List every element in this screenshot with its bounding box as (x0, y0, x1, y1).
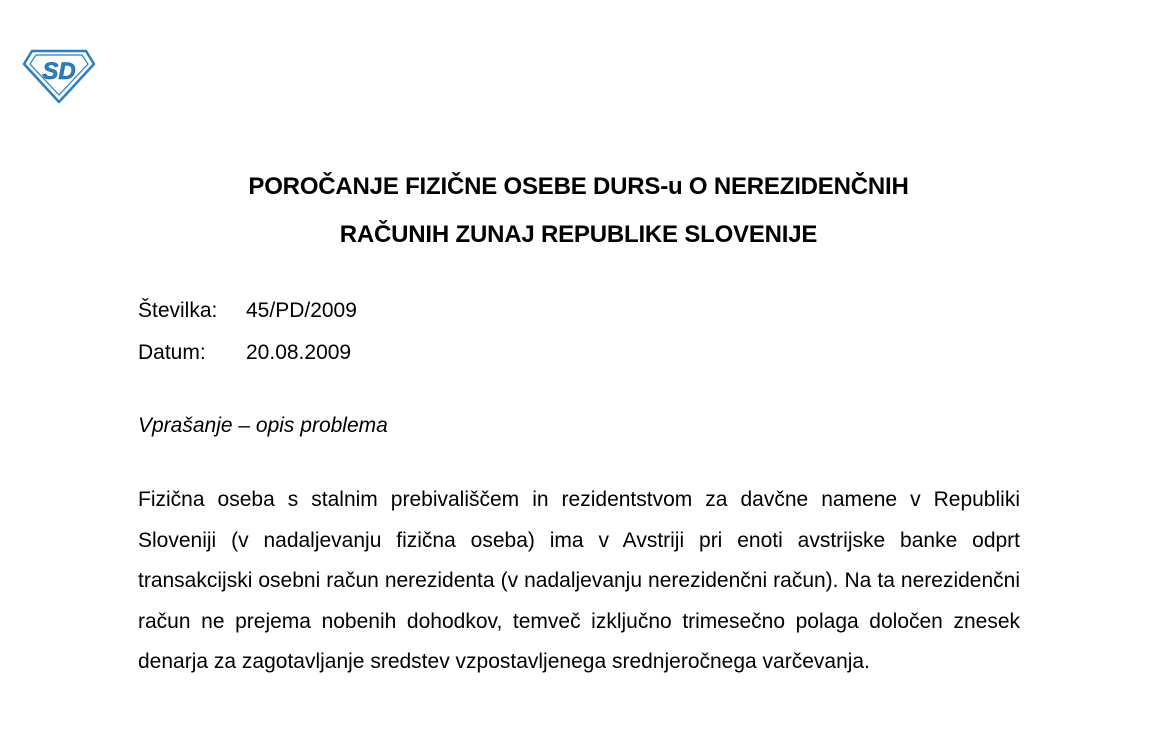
document-number-label: Številka: (138, 299, 218, 322)
document-date-label: Datum: (138, 341, 206, 364)
logo-lettering: SD (42, 58, 76, 85)
document-title-line-1: POROČANJE FIZIČNE OSEBE DURS-u O NEREZIDENČNIH (248, 173, 909, 200)
document-date-value: 20.08.2009 (246, 341, 352, 364)
logo (22, 48, 96, 104)
body-paragraph: Fizična oseba s stalnim prebivališčem in rezidentstvom za davčne namene v Republiki Sloveniji (v nadaljevanju fizična oseba) ima v Avstriji pri enoti avstrijske banke odprt transakcijski osebni račun nerezidenta (v nadaljevanju nerezidenčni račun). Na ta nerezidenčni račun ne prejema nobenih dohodkov, temveč izključno trimesečno polaga določen znesek denarja za zagotavljanje sredstev vzpostavljenega srednjeročnega varčevanja. (138, 488, 1020, 673)
document-number-value: 45/PD/2009 (246, 299, 357, 322)
document-title-line-2: RAČUNIH ZUNAJ REPUBLIKE SLOVENIJE (339, 221, 818, 248)
section-heading: Vprašanje – opis problema (138, 414, 388, 437)
document-date-row (138, 340, 351, 366)
logo-shield-icon (22, 48, 96, 104)
document-number-row (138, 298, 357, 324)
